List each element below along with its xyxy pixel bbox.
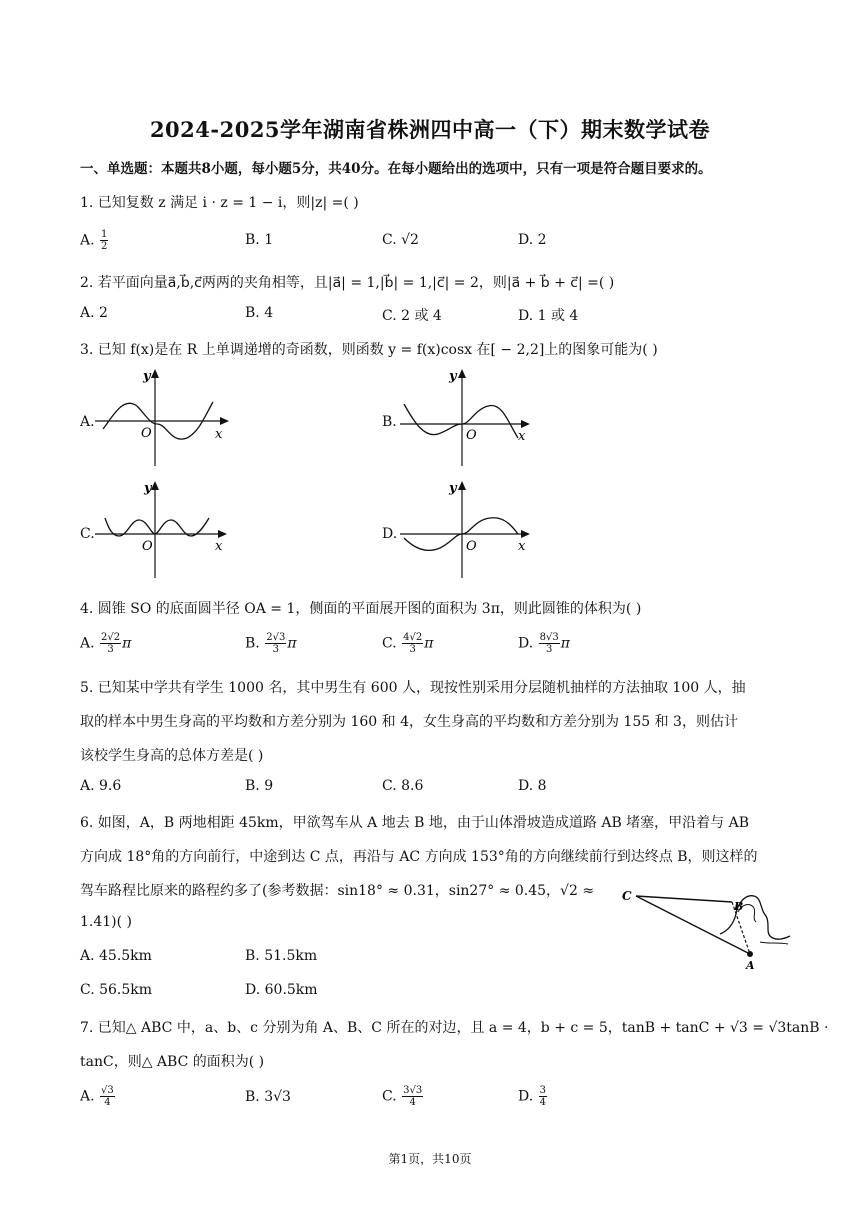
- q6-option-a: A. 45.5km: [80, 948, 152, 964]
- question-6-line-4: 1.41)( ): [80, 914, 133, 930]
- q5-option-a: A. 9.6: [80, 778, 122, 794]
- graph-c: [95, 478, 235, 580]
- q3-option-a: A.: [80, 414, 95, 430]
- question-5-line-3: 该校学生身高的总体方差是( ): [80, 748, 264, 764]
- q1-option-c: C. √2: [382, 232, 419, 248]
- q5-option-d: D. 8: [518, 778, 547, 794]
- q7-option-a: A. $\frac{√3}{4}$: [80, 1085, 114, 1108]
- question-6-line-1: 6. 如图，A，B 两地相距 45km，甲欲驾车从 A 地去 B 地，由于山体滑坡造成道路 AB 堵塞，甲沿着与 AB: [80, 815, 750, 831]
- svg-text:A: A: [746, 959, 755, 972]
- q1-option-d: D. 2: [518, 232, 547, 248]
- q2-option-a: A. 2: [80, 305, 108, 321]
- question-5-line-2: 取的样本中男生身高的平均数和方差分别为 160 和 4，女生身高的平均数和方差分别为 155 和 3，则估计: [80, 714, 738, 730]
- q2-option-d: D. 1 或 4: [518, 308, 579, 324]
- q2-option-b: B. 4: [245, 305, 274, 321]
- q5-option-c: C. 8.6: [382, 778, 424, 794]
- svg-text:y: y: [449, 481, 457, 496]
- svg-text:x: x: [518, 539, 526, 554]
- fraction: $\frac{4√2}{3}$: [403, 632, 423, 655]
- fraction: $\frac{3}{4}$: [539, 1085, 547, 1108]
- q6-option-b: B. 51.5km: [245, 948, 318, 964]
- q6-option-c: C. 56.5km: [80, 982, 153, 998]
- fraction: $\frac{2√2}{3}$: [101, 632, 121, 655]
- q6-option-d: D. 60.5km: [245, 982, 318, 998]
- svg-text:O: O: [141, 426, 152, 441]
- svg-text:O: O: [142, 539, 153, 554]
- road-diagram: [620, 882, 795, 972]
- graph-a: [95, 366, 235, 468]
- svg-text:O: O: [466, 539, 477, 554]
- question-7-line-2: tanC，则△ ABC 的面积为( ): [80, 1054, 265, 1070]
- section-heading: 一、单选题：本题共8小题，每小题5分，共40分。在每小题给出的选项中，只有一项是符合题目要求的。: [80, 161, 712, 177]
- svg-text:C: C: [622, 889, 632, 903]
- svg-text:y: y: [144, 481, 152, 496]
- question-6-line-3: 驾车路程比原来的路程约多了(参考数据：sin18° ≈ 0.31，sin27° ≈ 0.45，√2 ≈: [80, 883, 595, 899]
- q3-option-d: D.: [382, 526, 398, 542]
- fraction: $\frac{8√3}{3}$: [539, 632, 559, 655]
- q4-option-c: C. $\frac{4√2}{3}$ π: [382, 632, 434, 655]
- fraction: $\frac{√3}{4}$: [101, 1085, 114, 1108]
- svg-text:y: y: [449, 369, 457, 384]
- svg-text:x: x: [215, 427, 223, 442]
- question-2-stem: 2. 若平面向量a⃗,b⃗,c⃗两两的夹角相等，且|a⃗| = 1,|b⃗| = 1,|c⃗| = 2，则|a⃗ + b⃗ + c⃗| =( ): [80, 275, 615, 291]
- question-5-line-1: 5. 已知某中学共有学生 1000 名，其中男生有 600 人，现按性别采用分层随机抽样的方法抽取 100 人，抽: [80, 680, 746, 696]
- q4-option-a: A. $\frac{2√2}{3}$ π: [80, 632, 132, 655]
- q4-option-b: B. $\frac{2√3}{3}$ π: [245, 632, 297, 655]
- svg-text:x: x: [518, 429, 526, 444]
- graph-b: [400, 366, 540, 468]
- q2-option-c: C. 2 或 4: [382, 308, 442, 324]
- question-4-stem: 4. 圆锥 SO 的底面圆半径 OA = 1，侧面的平面展开图的面积为 3π，则此圆锥的体积为( ): [80, 601, 642, 617]
- fraction: $\frac{2√3}{3}$: [266, 632, 286, 655]
- q7-option-b: B. 3√3: [245, 1089, 291, 1105]
- fraction: $\frac{1}{2}$: [101, 229, 108, 252]
- q1-option-a: A. $\frac{1}{2}$: [80, 229, 108, 252]
- svg-text:B: B: [734, 900, 744, 913]
- svg-text:y: y: [143, 369, 151, 384]
- page-title: 2024-2025学年湖南省株洲四中高一（下）期末数学试卷: [149, 117, 711, 142]
- graph-d: [400, 478, 540, 580]
- question-1-stem: 1. 已知复数 z 满足 i · z = 1 − i，则|z| =( ): [80, 195, 359, 211]
- svg-text:x: x: [215, 539, 223, 554]
- q4-option-d: D. $\frac{8√3}{3}$ π: [518, 632, 570, 655]
- question-7-line-1: 7. 已知△ ABC 中，a、b、c 分别为角 A、B、C 所在的对边，且 a = 4，b + c = 5，tanB + tanC + √3 = √3tanB ·: [80, 1020, 829, 1036]
- fraction: $\frac{3√3}{4}$: [403, 1085, 423, 1108]
- question-3-stem: 3. 已知 f(x)是在 R 上单调递增的奇函数，则函数 y = f(x)cosx 在[ − 2,2]上的图象可能为( ): [80, 342, 658, 358]
- q3-option-b: B.: [382, 414, 397, 430]
- q3-option-c: C.: [80, 526, 95, 542]
- q1-option-b: B. 1: [245, 232, 274, 248]
- question-6-line-2: 方向成 18°角的方向前行，中途到达 C 点，再沿与 AC 方向成 153°角的方向继续前行到达终点 B，则这样的: [80, 849, 758, 865]
- q5-option-b: B. 9: [245, 778, 274, 794]
- q7-option-d: D. $\frac{3}{4}$: [518, 1085, 547, 1108]
- page-footer: 第1页，共10页: [388, 1152, 472, 1166]
- svg-text:O: O: [466, 428, 477, 443]
- q7-option-c: C. $\frac{3√3}{4}$: [382, 1085, 423, 1108]
